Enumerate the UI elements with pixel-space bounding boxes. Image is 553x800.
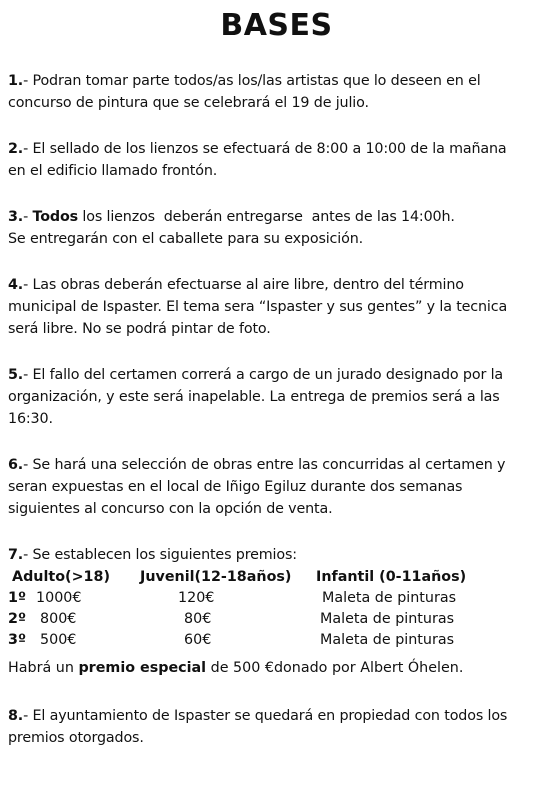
page-title: BASES — [220, 8, 333, 43]
juvenil-prize: 120€ — [178, 590, 215, 606]
adult-prize: 1000€ — [36, 590, 82, 606]
rule-text: - Las obras deberán efectuarse al aire libre, dentro del término — [23, 277, 464, 293]
rule-number: 7. — [8, 547, 24, 563]
adult-prize: 800€ — [40, 611, 77, 627]
rule-2 — [8, 138, 553, 182]
rule-7 — [8, 544, 553, 566]
prize-row-1 — [8, 588, 553, 609]
rule-6 — [8, 454, 553, 520]
infantil-prize: Maleta de pinturas — [320, 632, 455, 648]
rule-number: 5. — [8, 367, 24, 383]
rule-text: organización, y este será inapelable. La entrega de premios será a las — [8, 389, 500, 405]
rule-1 — [8, 70, 553, 114]
rule-number: 1. — [8, 73, 24, 89]
place-label: 2º — [8, 611, 27, 627]
rule-number: 6. — [8, 457, 24, 473]
rule-text: - El ayuntamiento de Ispaster se quedará en propiedad con todos los — [23, 708, 508, 724]
juvenil-prize: 60€ — [184, 632, 212, 648]
rule-number: 2. — [8, 141, 24, 157]
rule-5 — [8, 364, 553, 430]
header-adult: Adulto(>18) — [12, 569, 110, 585]
place-label: 1º — [8, 590, 27, 606]
prize-table-header — [8, 567, 553, 588]
rule-text: premios otorgados. — [8, 730, 144, 746]
infantil-prize: Maleta de pinturas — [322, 590, 457, 606]
special-text: Habrá un — [8, 660, 79, 676]
rule-emphasis: Todos — [32, 209, 78, 225]
header-infantil: Infantil (0-11años) — [316, 569, 467, 585]
header-juvenil: Juvenil(12-18años) — [140, 569, 292, 585]
rule-text: - El sellado de los lienzos se efectuará de 8:00 a 10:00 de la mañana — [23, 141, 507, 157]
rule-text: seran expuestas en el local de Iñigo Egiluz durante dos semanas — [8, 479, 463, 495]
rule-text: Se entregarán con el caballete para su exposición. — [8, 231, 363, 247]
special-prize-note — [8, 657, 553, 679]
rule-text: en el edificio llamado frontón. — [8, 163, 218, 179]
rule-text: - Se hará una selección de obras entre las concurridas al certamen y — [23, 457, 506, 473]
juvenil-prize: 80€ — [184, 611, 212, 627]
special-emphasis: premio especial — [78, 660, 207, 676]
rule-text: - Se establecen los siguientes premios: — [23, 547, 297, 563]
rule-text: concurso de pintura que se celebrará el 19 de julio. — [8, 95, 369, 111]
place-label: 3º — [8, 632, 27, 648]
rule-text: será libre. No se podrá pintar de foto. — [8, 321, 271, 337]
rule-text: - Podran tomar parte todos/as los/las artistas que lo deseen en el — [23, 73, 481, 89]
prize-row-3 — [8, 630, 553, 651]
rule-text: 16:30. — [8, 411, 53, 427]
adult-prize: 500€ — [40, 632, 77, 648]
rule-3 — [8, 206, 553, 250]
rule-number: 8. — [8, 708, 24, 724]
prize-row-2 — [8, 609, 553, 630]
prize-table — [8, 567, 553, 651]
rule-text: municipal de Ispaster. El tema sera “Ispaster y sus gentes” y la tecnica — [8, 299, 508, 315]
rule-text: los lienzos deberán entregarse antes de las 14:00h. — [78, 209, 455, 225]
rule-number: 3. — [8, 209, 24, 225]
rule-8 — [8, 705, 553, 749]
rule-text: siguientes al concurso con la opción de venta. — [8, 501, 333, 517]
rule-number: 4. — [8, 277, 24, 293]
infantil-prize: Maleta de pinturas — [320, 611, 455, 627]
rule-text: - El fallo del certamen correrá a cargo de un jurado designado por la — [23, 367, 503, 383]
rule-text: - — [23, 209, 33, 225]
rule-4 — [8, 274, 553, 340]
special-text: de 500 €donado por Albert Óhelen. — [206, 660, 464, 676]
